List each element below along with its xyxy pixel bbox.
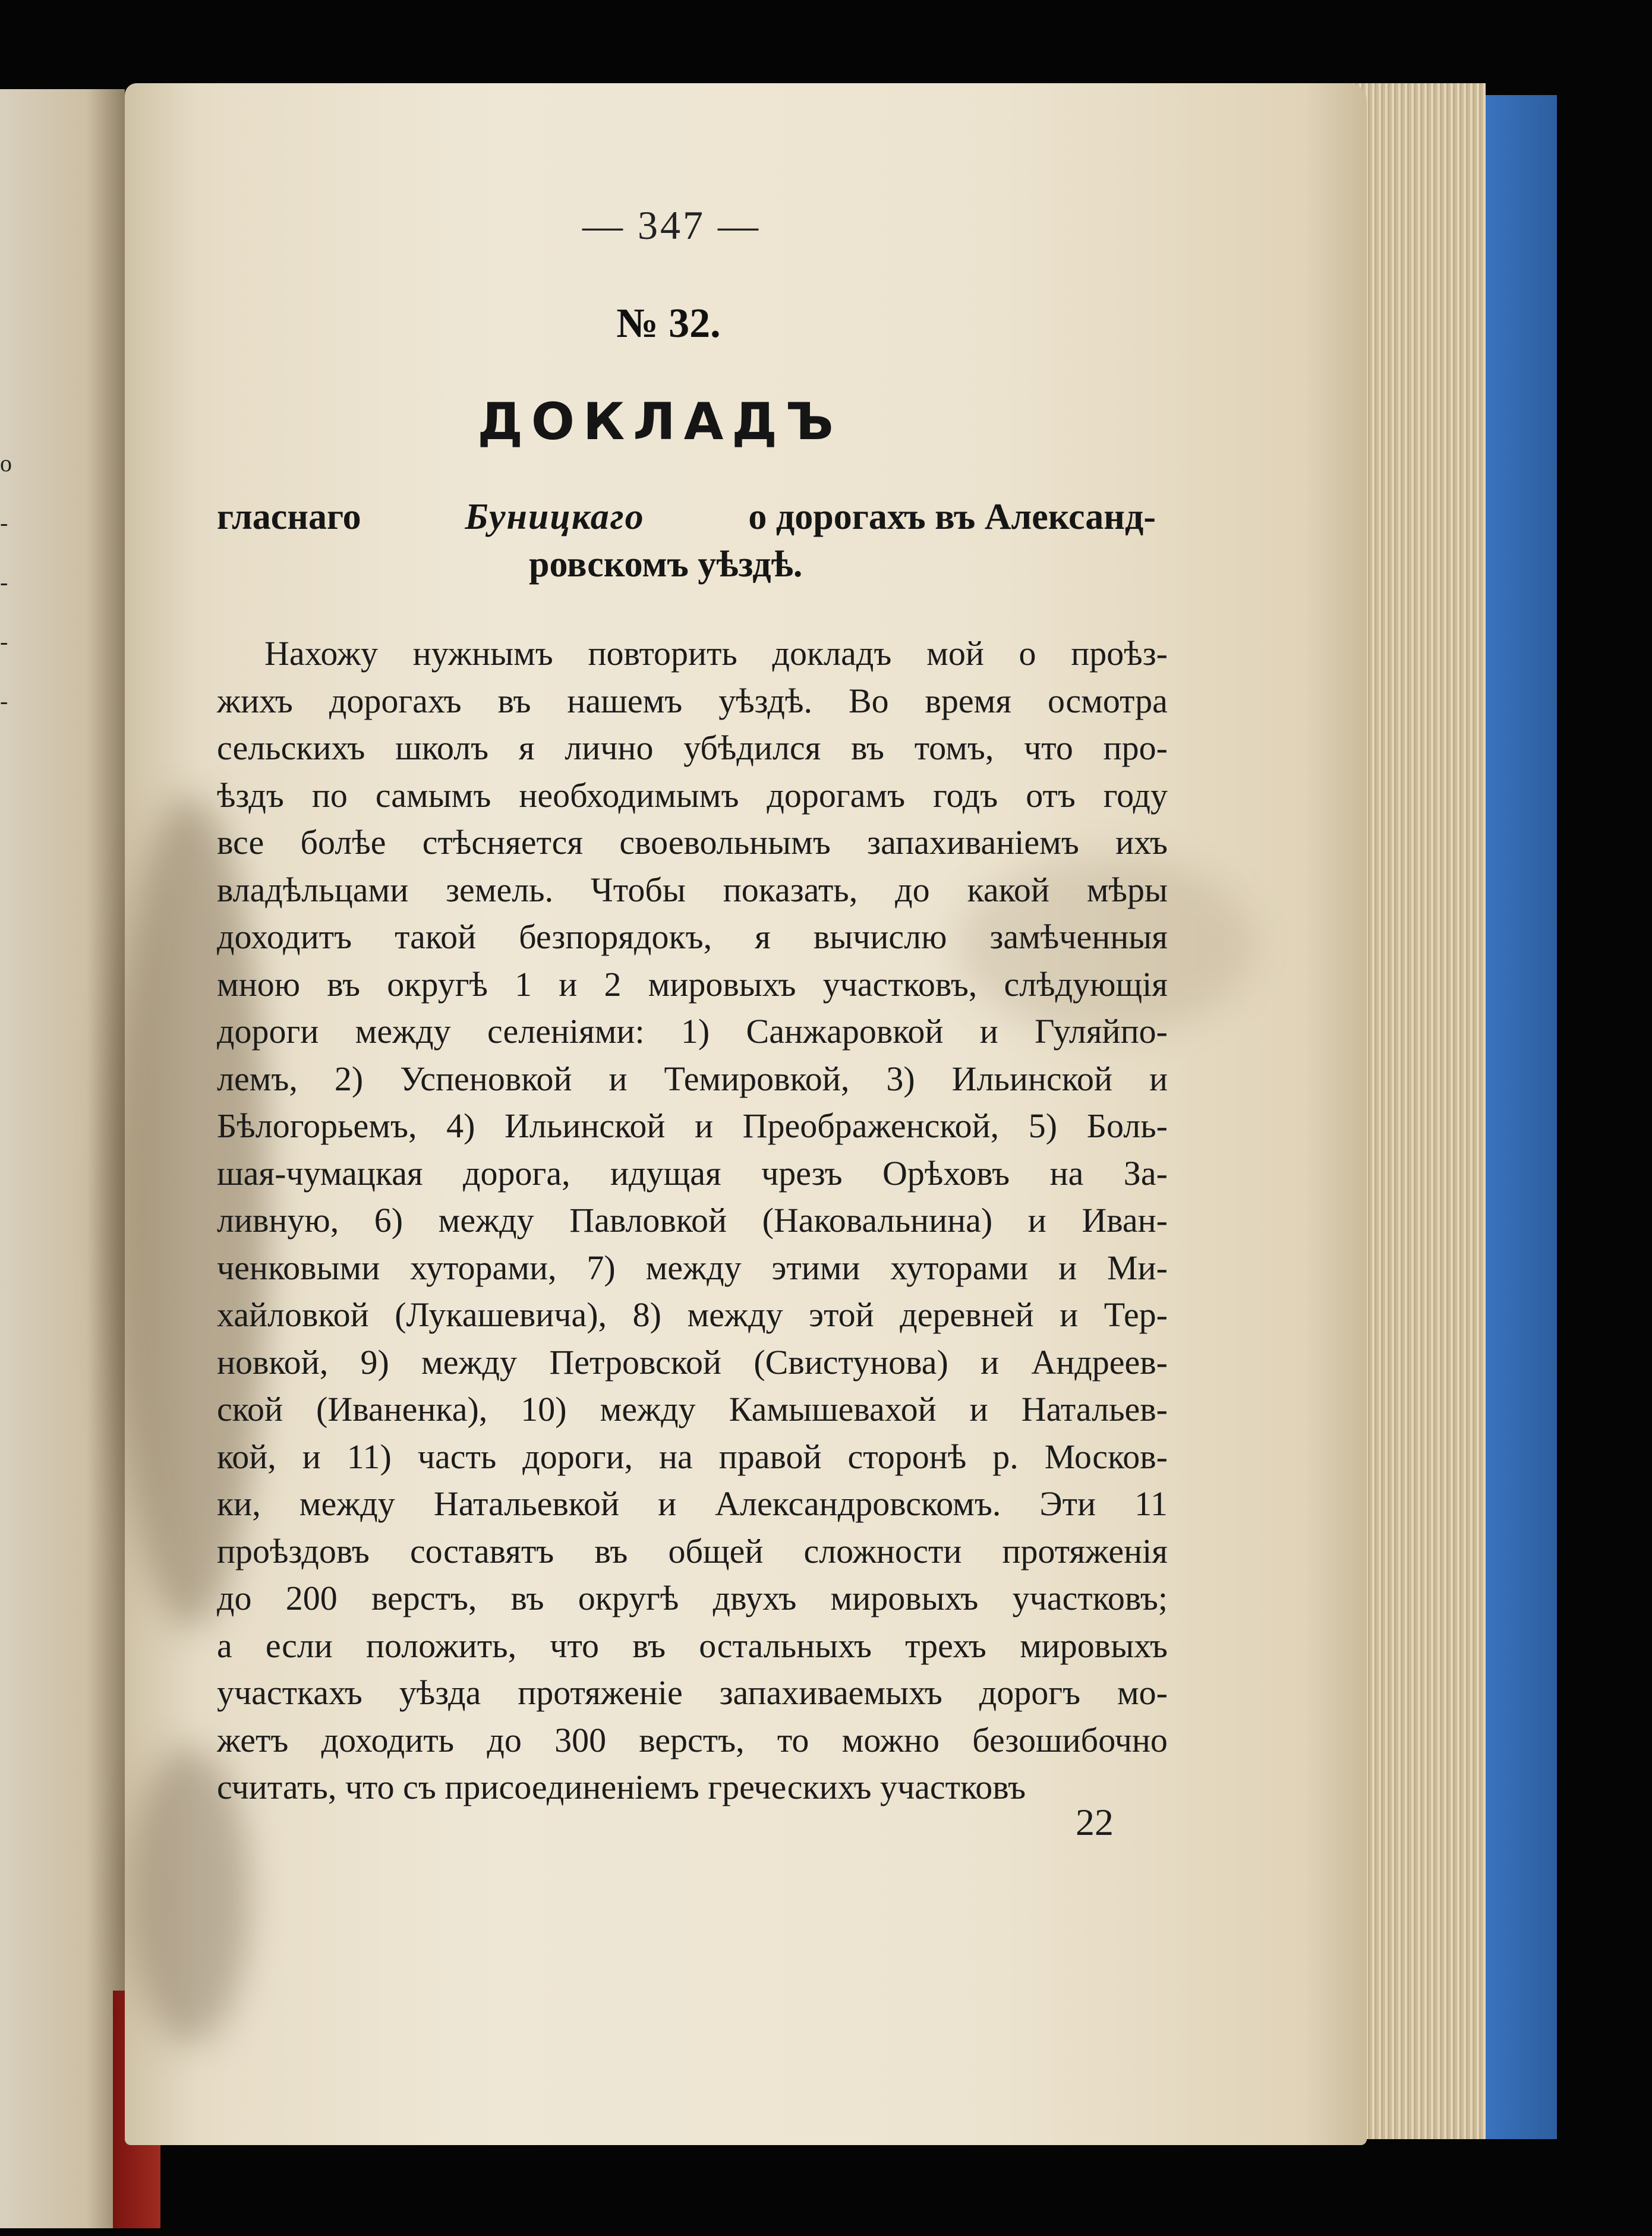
text-line: кой, и 11) часть дороги, на правой сторонѣ р. Москов- <box>217 1437 1168 1476</box>
text-line: жетъ доходить до 300 верстъ, то можно безошибочно <box>217 1720 1168 1759</box>
text-line: мною въ округѣ 1 и 2 мировыхъ участковъ, слѣдующія <box>217 964 1168 1004</box>
text-line: ѣздъ по самымъ необходимымъ дорогамъ годъ отъ году <box>217 775 1168 815</box>
subtitle-line-2: ровскомъ уѣздѣ. <box>529 544 803 585</box>
text-line: проѣздовъ составятъ въ общей сложности протяженія <box>217 1531 1168 1570</box>
page-number: — 347 — <box>582 203 761 248</box>
text-line: участкахъ уѣзда протяженіе запахиваемыхъ дорогъ мо- <box>217 1673 1168 1712</box>
text-line: считать, что съ присоединеніемъ греческихъ участковъ <box>217 1768 1026 1806</box>
document-number: № 32. <box>616 301 721 346</box>
text-line: все болѣе стѣсняется своевольнымъ запахиваніемъ ихъ <box>217 823 1168 862</box>
subtitle-line-1: гласнаго Буницкаго о дорогахъ въ Александ- <box>217 497 1156 537</box>
document-title: ДОКЛАДЪ <box>477 392 842 452</box>
text-line: ки, между Натальевкой и Александровскомъ. Эти 11 <box>217 1484 1168 1523</box>
text-line: ченковыми хуторами, 7) между этими хуторами и Ми- <box>217 1248 1168 1287</box>
author-name: Буницкаго <box>465 497 645 537</box>
text-line: лемъ, 2) Успеновкой и Темировкой, 3) Ильинской и <box>217 1059 1168 1098</box>
text-line: жихъ дорогахъ въ нашемъ уѣздѣ. Во время осмотра <box>217 681 1168 720</box>
text-line: шая-чумацкая дорога, идущая чрезъ Орѣховъ на За- <box>217 1153 1168 1193</box>
text-line: ливную, 6) между Павловкой (Наковальнина) и Иван- <box>217 1201 1168 1240</box>
left-page <box>0 89 125 2228</box>
text-line: а если положить, что въ остальныхъ трехъ мировыхъ <box>217 1626 1168 1665</box>
text-line: владѣльцами земель. Чтобы показать, до какой мѣры <box>217 870 1168 909</box>
text-line: хайловкой (Лукашевича), 8) между этой деревней и Тер- <box>217 1295 1168 1334</box>
text-line: ской (Иваненка), 10) между Камышевахой и Натальев- <box>217 1390 1168 1428</box>
signature-mark: 22 <box>1076 1801 1114 1843</box>
text-line: Нахожу нужнымъ повторить докладъ мой о проѣз- <box>264 634 1168 673</box>
left-page-marks: о - - - - <box>0 450 12 714</box>
text-line: до 200 верстъ, въ округѣ двухъ мировыхъ участковъ; <box>217 1579 1168 1617</box>
text-line: сельскихъ школъ я лично убѣдился въ томъ, что про- <box>217 728 1168 767</box>
text-line: Бѣлогорьемъ, 4) Ильинской и Преображенской, 5) Боль- <box>217 1106 1168 1145</box>
text-line: доходитъ такой безпорядокъ, я вычислю замѣченныя <box>217 917 1168 956</box>
text-line: новкой, 9) между Петровской (Свистунова) и Андреев- <box>217 1342 1168 1382</box>
text-line: дороги между селеніями: 1) Санжаровкой и Гуляйпо- <box>217 1012 1168 1051</box>
